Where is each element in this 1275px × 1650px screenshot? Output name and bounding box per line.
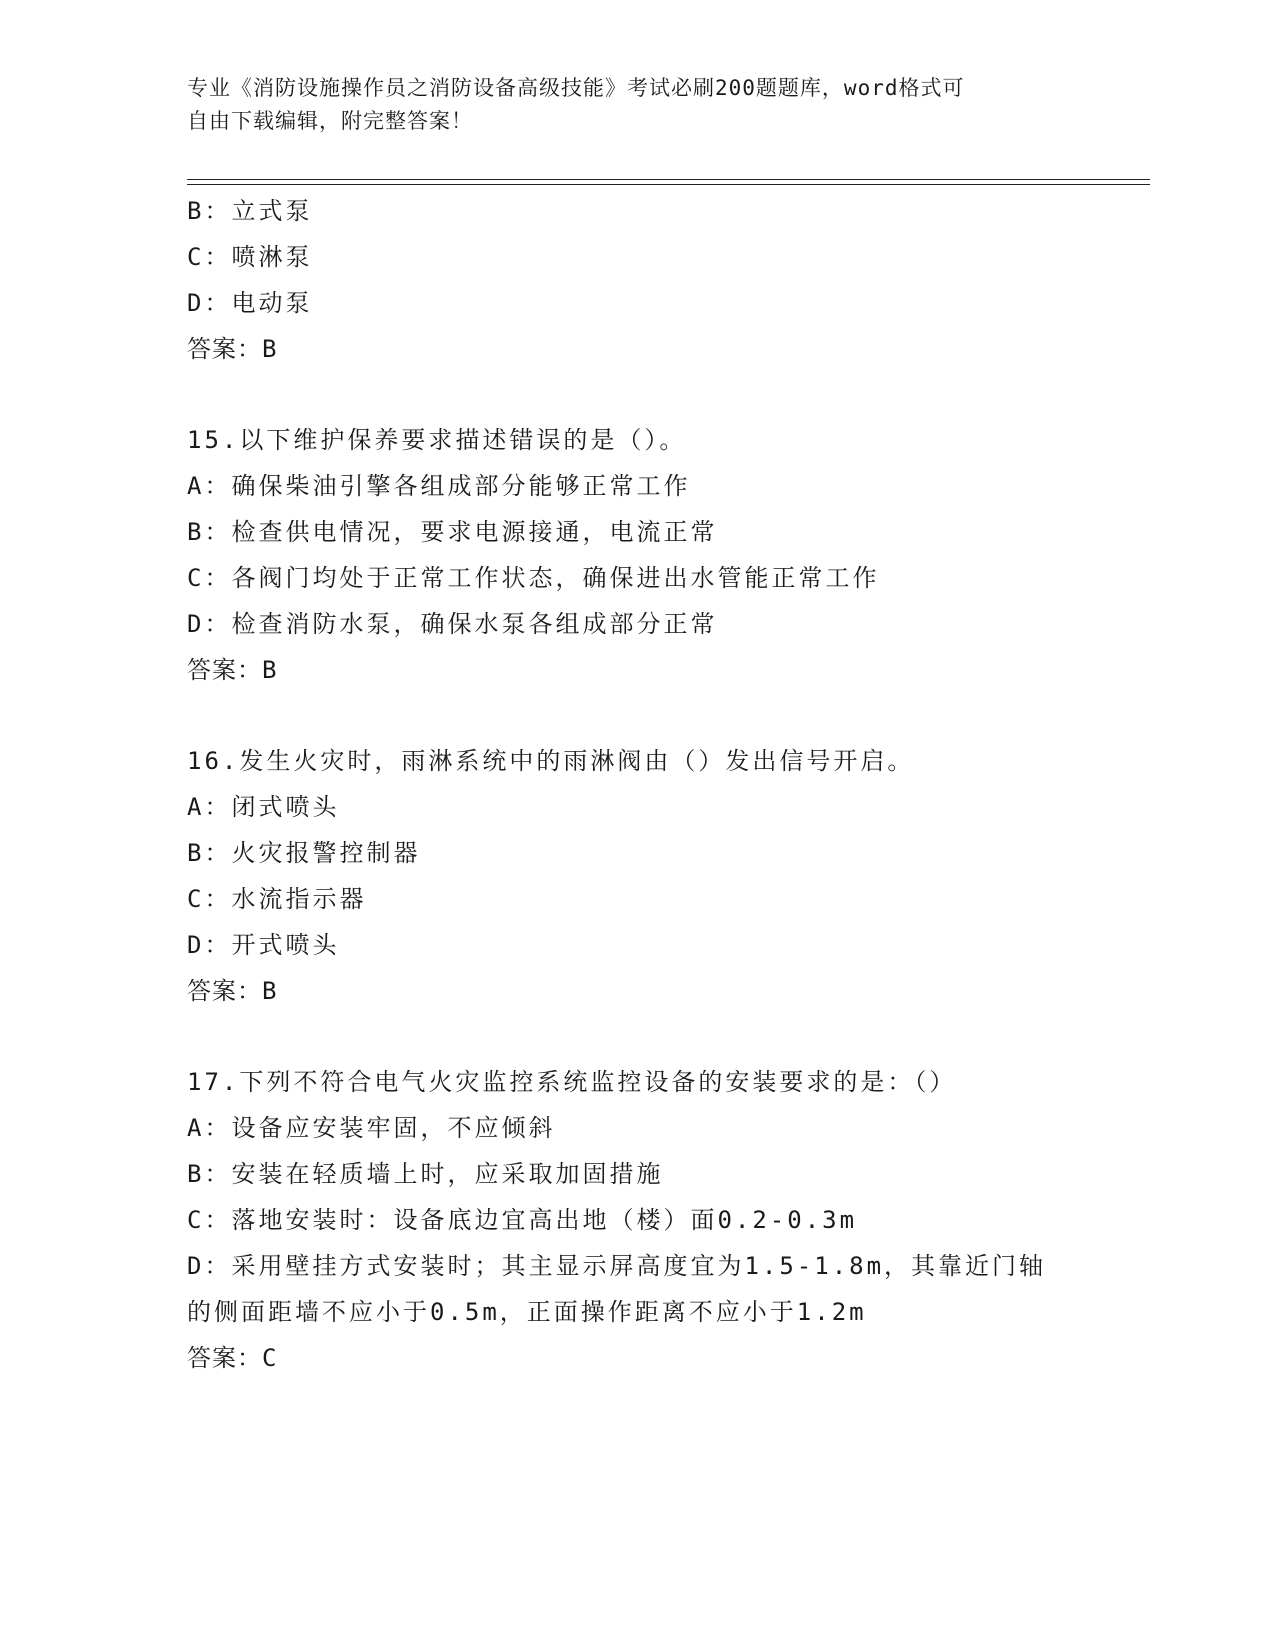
option-a: A：设备应安装牢固，不应倾斜 bbox=[187, 1114, 556, 1142]
option-c: C：水流指示器 bbox=[187, 885, 367, 913]
option-c: C：各阀门均处于正常工作状态，确保进出水管能正常工作 bbox=[187, 564, 880, 592]
option-b: B：立式泵 bbox=[187, 197, 313, 225]
question-17-block bbox=[187, 1059, 1087, 1381]
option-d: D：采用壁挂方式安装时；其主显示屏高度宜为1.5-1.8m，其靠近门轴 bbox=[187, 1252, 1047, 1280]
answer-line: 答案：B bbox=[187, 977, 278, 1005]
question-stem: 17.下列不符合电气火灾监控系统监控设备的安装要求的是：（） bbox=[187, 1068, 957, 1096]
option-a: A：闭式喷头 bbox=[187, 793, 340, 821]
option-d: D：检查消防水泵，确保水泵各组成部分正常 bbox=[187, 610, 718, 638]
option-d: D：开式喷头 bbox=[187, 931, 340, 959]
option-c: C：落地安装时：设备底边宜高出地（楼）面0.2-0.3m bbox=[187, 1206, 858, 1234]
option-d: D：电动泵 bbox=[187, 289, 313, 317]
header-divider-bottom bbox=[187, 184, 1150, 185]
previous-question-block bbox=[187, 188, 1087, 372]
option-b: B：火灾报警控制器 bbox=[187, 839, 421, 867]
spacer bbox=[187, 1014, 1087, 1059]
document-header bbox=[187, 72, 1087, 138]
option-c: C：喷淋泵 bbox=[187, 243, 313, 271]
question-16-block bbox=[187, 738, 1087, 1014]
option-d-continuation: 的侧面距墙不应小于0.5m，正面操作距离不应小于1.2m bbox=[187, 1298, 867, 1326]
header-divider-top bbox=[187, 179, 1150, 180]
spacer bbox=[187, 693, 1087, 738]
question-15-block bbox=[187, 417, 1087, 693]
header-line-1: 专业《消防设施操作员之消防设备高级技能》考试必刷200题题库，word格式可 bbox=[187, 76, 965, 100]
option-b: B：检查供电情况，要求电源接通，电流正常 bbox=[187, 518, 718, 546]
answer-line: 答案：B bbox=[187, 656, 278, 684]
question-stem: 15.以下维护保养要求描述错误的是（）。 bbox=[187, 426, 687, 454]
question-stem: 16.发生火灾时，雨淋系统中的雨淋阀由（）发出信号开启。 bbox=[187, 747, 915, 775]
spacer bbox=[187, 372, 1087, 417]
answer-line: 答案：B bbox=[187, 335, 278, 363]
option-b: B：安装在轻质墙上时，应采取加固措施 bbox=[187, 1160, 664, 1188]
header-line-2: 自由下载编辑，附完整答案！ bbox=[187, 109, 473, 133]
option-a: A：确保柴油引擎各组成部分能够正常工作 bbox=[187, 472, 691, 500]
question-content bbox=[187, 188, 1087, 1381]
answer-line: 答案：C bbox=[187, 1344, 278, 1372]
